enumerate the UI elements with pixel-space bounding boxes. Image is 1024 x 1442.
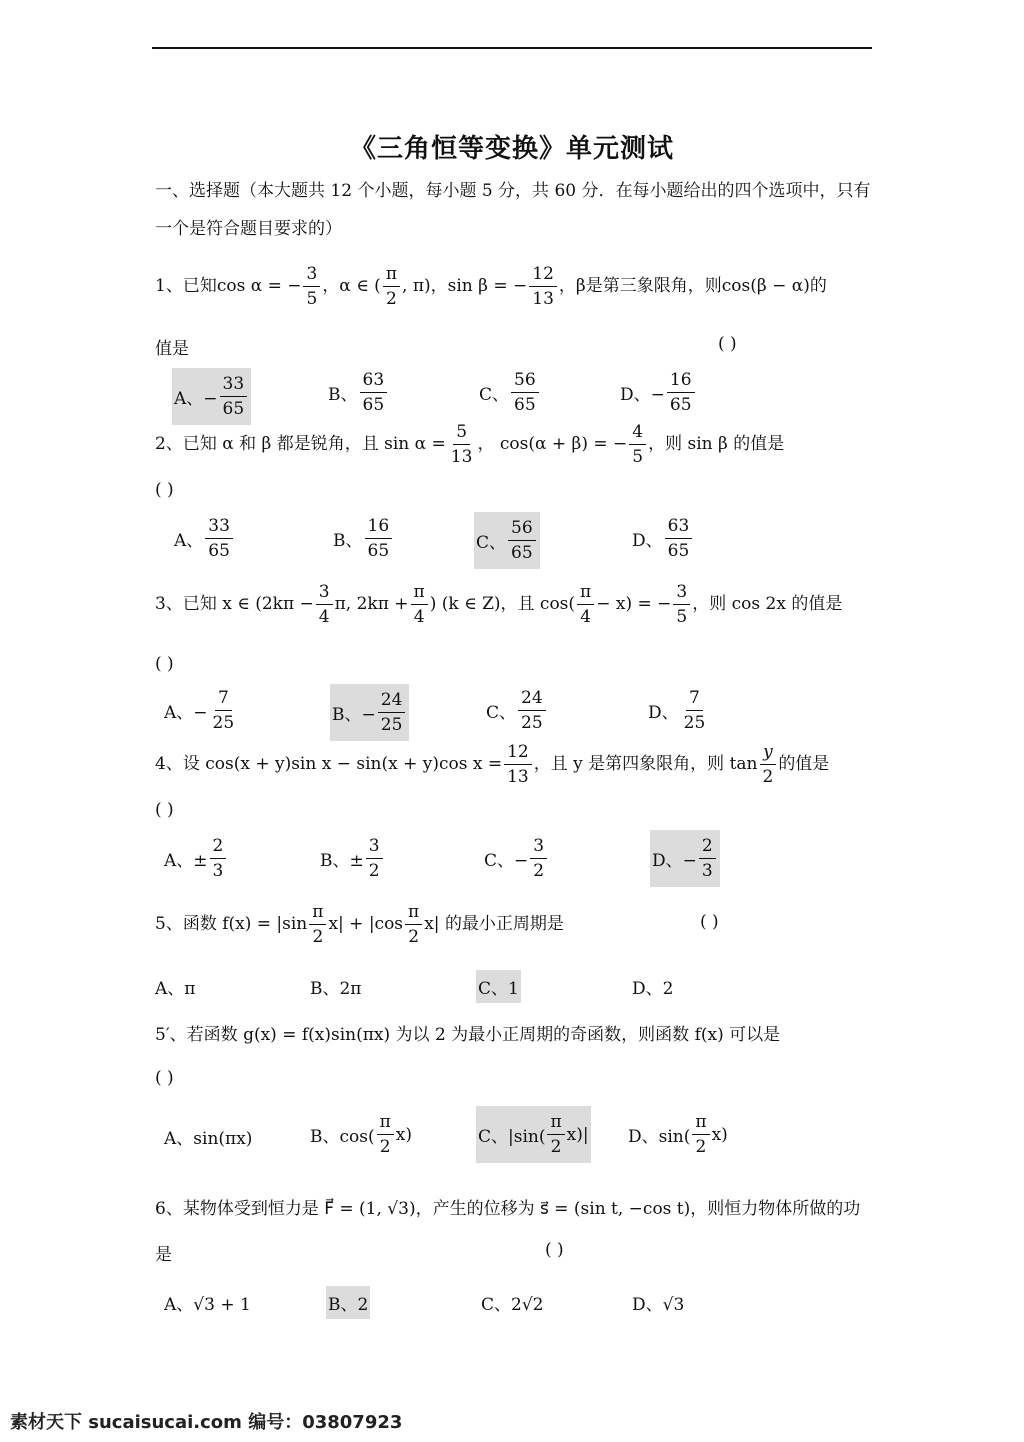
q2-option-c[interactable]: C、 $\frac{56}{65}$ [474, 512, 540, 569]
q6-option-c[interactable]: C、2√2 [481, 1295, 544, 1315]
answer-bracket: ( ) [155, 800, 174, 820]
q5-option-a[interactable]: A、π [155, 979, 196, 999]
answer-bracket: ( ) [155, 480, 174, 500]
q4-option-a[interactable]: A、± $\frac{2}{3}$ [164, 834, 228, 883]
question-5-prime: 5′、若函数 g(x) = f(x)sin(πx) 为以 2 为最小正周期的奇函数，则函数 f(x) 可以是 [155, 1025, 781, 1045]
q5p-option-a[interactable]: A、sin(πx) [164, 1129, 253, 1149]
q5p-option-b[interactable]: B、cos( $\frac{\pi}{2}$ x) [310, 1112, 413, 1157]
question-1-cont: 值是 [155, 339, 189, 359]
q1-option-a[interactable]: A、− $\frac{33}{65}$ [172, 368, 251, 425]
q3-option-a[interactable]: A、− $\frac{7}{25}$ [164, 688, 235, 733]
question-4: 4、设 cos(x + y)sin x − sin(x + y)cos x = $\frac{12}{13}$ ，且 y 是第四象限角，则 tan $\frac{y}{2}$ 的值是 [155, 742, 830, 787]
question-6: 6、某物体受到恒力是 F⃗ = (1, √3)，产生的位移为 s⃗ = (sin t, −cos t)，则恒力物体所做的功 [155, 1199, 861, 1219]
q5p-option-d[interactable]: D、sin( $\frac{\pi}{2}$ x) [628, 1112, 728, 1157]
answer-bracket: ( ) [545, 1240, 564, 1260]
q2-option-b[interactable]: B、 $\frac{16}{65}$ [333, 514, 394, 563]
answer-bracket: ( ) [155, 1068, 174, 1088]
q3-option-b[interactable]: B、− $\frac{24}{25}$ [330, 684, 409, 741]
q6-option-a[interactable]: A、√3 + 1 [164, 1295, 251, 1315]
q2-option-a[interactable]: A、 $\frac{33}{65}$ [174, 514, 235, 563]
header-rule [152, 47, 872, 49]
q5-option-c[interactable]: C、1 [476, 970, 521, 1003]
q4-option-c[interactable]: C、− $\frac{3}{2}$ [484, 834, 549, 883]
q1-option-d[interactable]: D、− $\frac{16}{65}$ [620, 368, 697, 417]
answer-bracket: ( ) [700, 912, 719, 932]
q5p-option-c[interactable]: C、|sin( $\frac{\pi}{2}$ x)| [476, 1106, 591, 1163]
question-2: 2、已知 α 和 β 都是锐角，且 sin α = $\frac{5}{13}$ ， cos(α + β) = − $\frac{4}{5}$ ，则 sin β 的值是 [155, 422, 785, 467]
q6-option-d[interactable]: D、√3 [632, 1295, 685, 1315]
q1-option-b[interactable]: B、 $\frac{63}{65}$ [328, 368, 389, 417]
page-title: 《三角恒等变换》单元测试 [349, 134, 674, 164]
question-1: 1、已知cos α = − $\frac{3}{5}$ ，α ∈ ( $\frac{\pi}{2}$ , π)，sin β = − $\frac{12}{13}$ ，β是第三象限角，则cos(β − α)的 [155, 264, 827, 309]
q1-option-c[interactable]: C、 $\frac{56}{65}$ [479, 368, 541, 417]
q3-option-c[interactable]: C、 $\frac{24}{25}$ [486, 686, 548, 735]
section-heading: 一、选择题（本大题共 12 个小题，每小题 5 分，共 60 分．在每小题给出的四个选项中，只有一个是符合题目要求的） [155, 181, 871, 239]
q4-option-b[interactable]: B、± $\frac{3}{2}$ [320, 834, 385, 883]
question-3: 3、已知 x ∈ (2kπ − $\frac{3}{4}$ π, 2kπ + $\frac{\pi}{4}$ ) (k ∈ Z)，且 cos( $\frac{\pi}{4}$ − x) = − $\frac{3}{5}$ ，则 cos 2x 的值是 [155, 582, 843, 627]
q3-option-d[interactable]: D、 $\frac{7}{25}$ [648, 688, 706, 733]
question-6-cont: 是 [155, 1245, 172, 1265]
answer-bracket: ( ) [718, 334, 737, 354]
q6-option-b[interactable]: B、2 [326, 1286, 370, 1319]
q4-option-d[interactable]: D、− $\frac{2}{3}$ [650, 830, 720, 887]
q5-option-d[interactable]: D、2 [632, 979, 674, 999]
q5-option-b[interactable]: B、2π [310, 979, 362, 999]
watermark: 素材天下 sucaisucai.com 编号：03807923 [10, 1412, 403, 1433]
question-5: 5、函数 f(x) = |sin $\frac{\pi}{2}$ x| + |cos $\frac{\pi}{2}$ x| 的最小正周期是 [155, 902, 564, 947]
q2-option-d[interactable]: D、 $\frac{63}{65}$ [632, 514, 694, 563]
answer-bracket: ( ) [155, 654, 174, 674]
